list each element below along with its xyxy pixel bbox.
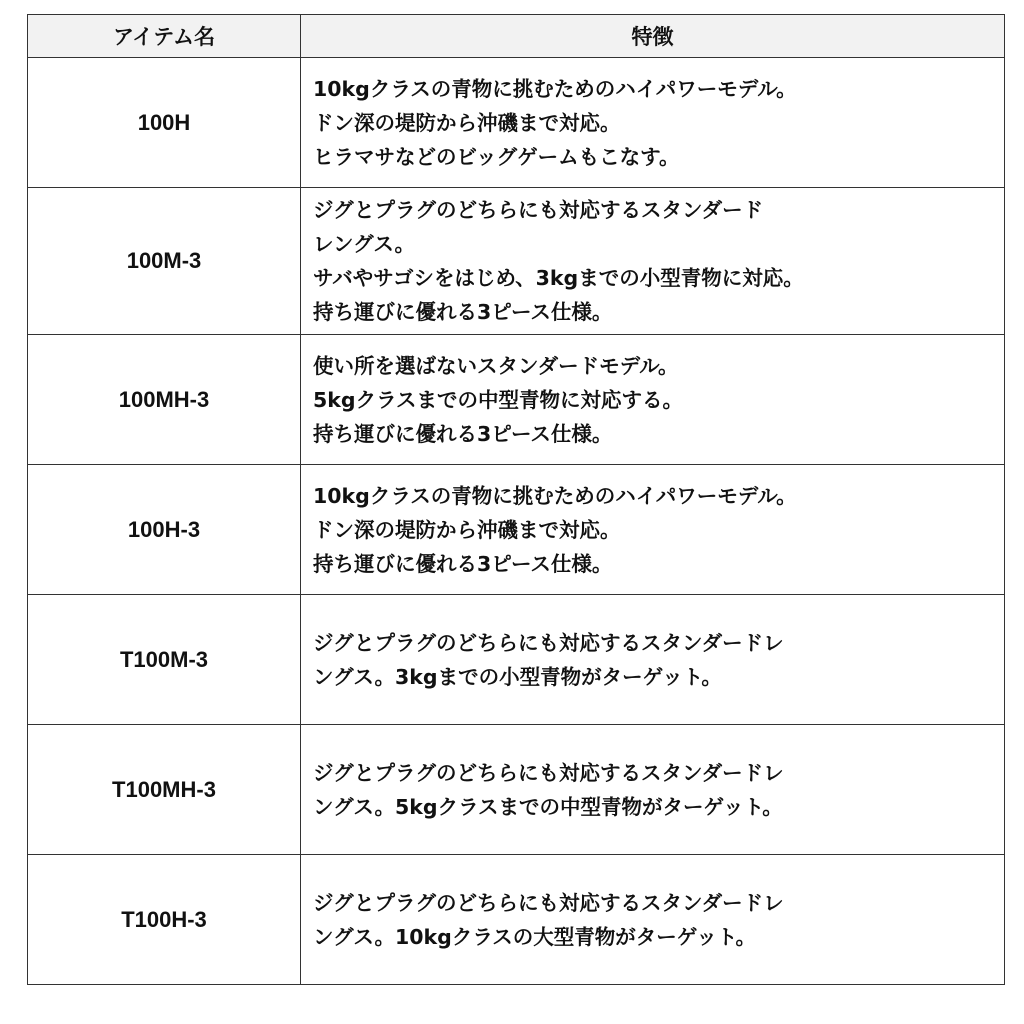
feature-line: ングス。3kgまでの小型青物がターゲット。 <box>313 664 722 689</box>
feature-line: ジグとプラグのどちらにも対応するスタンダードレ <box>313 630 784 655</box>
feature-cell <box>301 58 1005 188</box>
item-name-cell: T100M-3 <box>28 595 301 725</box>
table-row <box>28 188 1005 335</box>
table-row <box>28 595 1005 725</box>
feature-line: サバやサゴシをはじめ、3kgまでの小型青物に対応。 <box>313 266 804 290</box>
feature-cell <box>301 465 1005 595</box>
feature-line: 持ち運びに優れる3ピース仕様。 <box>313 300 613 324</box>
header-feature: 特徴 <box>301 15 1005 58</box>
item-name-cell: 100M-3 <box>28 188 301 335</box>
feature-line: 10kgクラスの青物に挑むためのハイパワーモデル。 <box>313 483 797 508</box>
feature-line: 持ち運びに優れる3ピース仕様。 <box>313 421 613 446</box>
table-header <box>28 15 1005 58</box>
feature-line: 10kgクラスの青物に挑むためのハイパワーモデル。 <box>313 76 797 101</box>
table-row <box>28 465 1005 595</box>
feature-line: 5kgクラスまでの中型青物に対応する。 <box>313 387 683 412</box>
feature-cell <box>301 335 1005 465</box>
feature-line: 持ち運びに優れる3ピース仕様。 <box>313 551 613 576</box>
feature-cell <box>301 188 1005 335</box>
item-name-cell: T100MH-3 <box>28 725 301 855</box>
table-body <box>28 58 1005 985</box>
spec-table <box>27 14 1005 985</box>
header-row <box>28 15 1005 58</box>
feature-cell <box>301 725 1005 855</box>
feature-cell <box>301 595 1005 725</box>
table-row <box>28 58 1005 188</box>
item-name-cell: T100H-3 <box>28 855 301 985</box>
item-name-cell: 100MH-3 <box>28 335 301 465</box>
feature-cell <box>301 855 1005 985</box>
table-row <box>28 855 1005 985</box>
feature-line: ジグとプラグのどちらにも対応するスタンダードレ <box>313 890 784 915</box>
feature-line: ドン深の堤防から沖磯まで対応。 <box>313 110 621 135</box>
feature-line: ングス。5kgクラスまでの中型青物がターゲット。 <box>313 794 783 819</box>
item-name-cell: 100H-3 <box>28 465 301 595</box>
feature-line: ングス。10kgクラスの大型青物がターゲット。 <box>313 924 757 949</box>
table-row <box>28 725 1005 855</box>
table-row <box>28 335 1005 465</box>
header-item-name: アイテム名 <box>28 15 301 58</box>
feature-line: ヒラマサなどのビッグゲームもこなす。 <box>313 144 680 169</box>
feature-line: レングス。 <box>313 232 415 256</box>
feature-line: 使い所を選ばないスタンダードモデル。 <box>313 353 679 378</box>
feature-line: ドン深の堤防から沖磯まで対応。 <box>313 517 621 542</box>
feature-line: ジグとプラグのどちらにも対応するスタンダードレ <box>313 760 784 785</box>
item-name-cell: 100H <box>28 58 301 188</box>
feature-line: ジグとプラグのどちらにも対応するスタンダード <box>313 198 764 222</box>
